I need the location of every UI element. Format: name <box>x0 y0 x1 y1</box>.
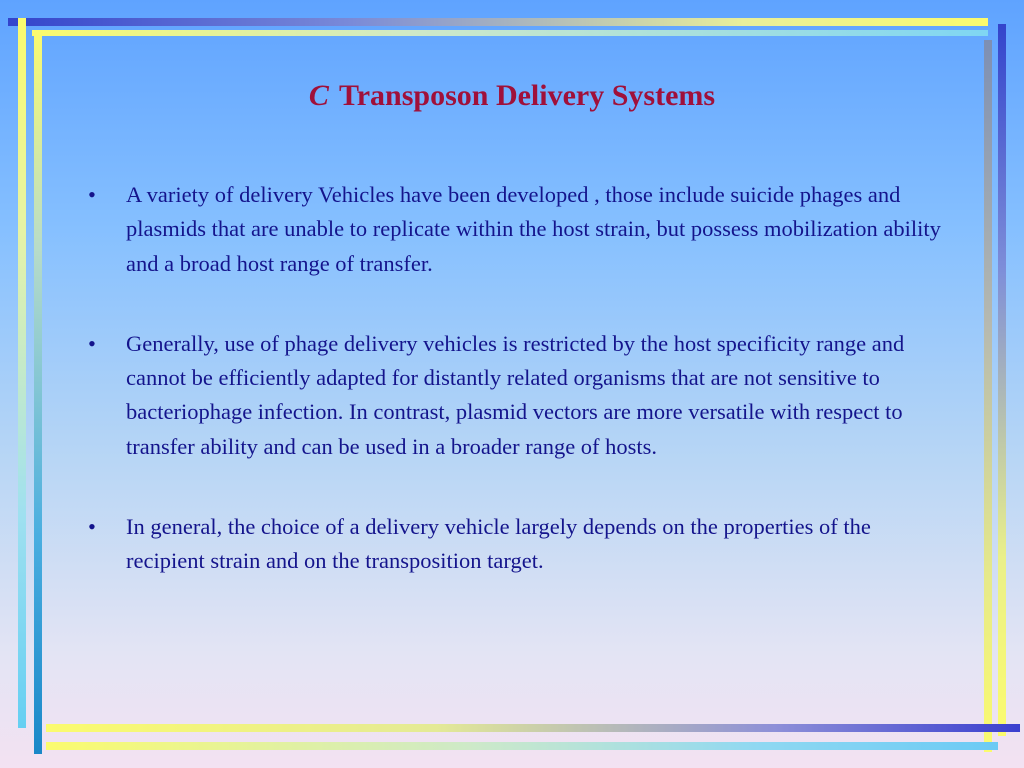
bullet-item <box>82 510 942 579</box>
decorative-bar-bottom-inner <box>46 724 1020 732</box>
bullet-dot-icon: • <box>88 514 96 540</box>
bullet-dot-icon: • <box>88 182 96 207</box>
bullet-item <box>82 178 942 281</box>
decorative-bar-top-outer <box>8 18 988 26</box>
decorative-bar-left-inner <box>34 30 42 754</box>
slide-title-prefix: C <box>308 79 329 112</box>
bullet-list <box>82 178 942 579</box>
decorative-bar-bottom-outer <box>46 742 998 750</box>
bullet-text: A variety of delivery Vehicles have been developed , those include suicide phages and plasmids that are unable to replicate within the host strain, but possess mobilization ability and a broad host range of transfer. <box>126 182 941 276</box>
bullet-text: In general, the choice of a delivery vehicle largely depends on the properties of the recipient strain and on the transposition target. <box>126 514 871 574</box>
decorative-bar-right-inner <box>984 40 992 752</box>
slide-title <box>0 76 1024 116</box>
bullet-dot-icon: • <box>88 330 96 356</box>
slide-title-text: Transposon Delivery Systems <box>338 79 716 112</box>
decorative-bar-left-outer <box>18 18 26 728</box>
bullet-item <box>82 327 942 464</box>
decorative-bar-top-inner <box>32 30 988 36</box>
bullet-text: Generally, use of phage delivery vehicles is restricted by the host specificity range and cannot be efficiently adapted for distantly related organisms that are not sensitive to bacteriophage infection. In contrast, plasmid vectors are more versatile with respect to transfer ability and can be used in a broader range of hosts. <box>126 330 905 459</box>
decorative-bar-right-outer <box>998 24 1006 736</box>
